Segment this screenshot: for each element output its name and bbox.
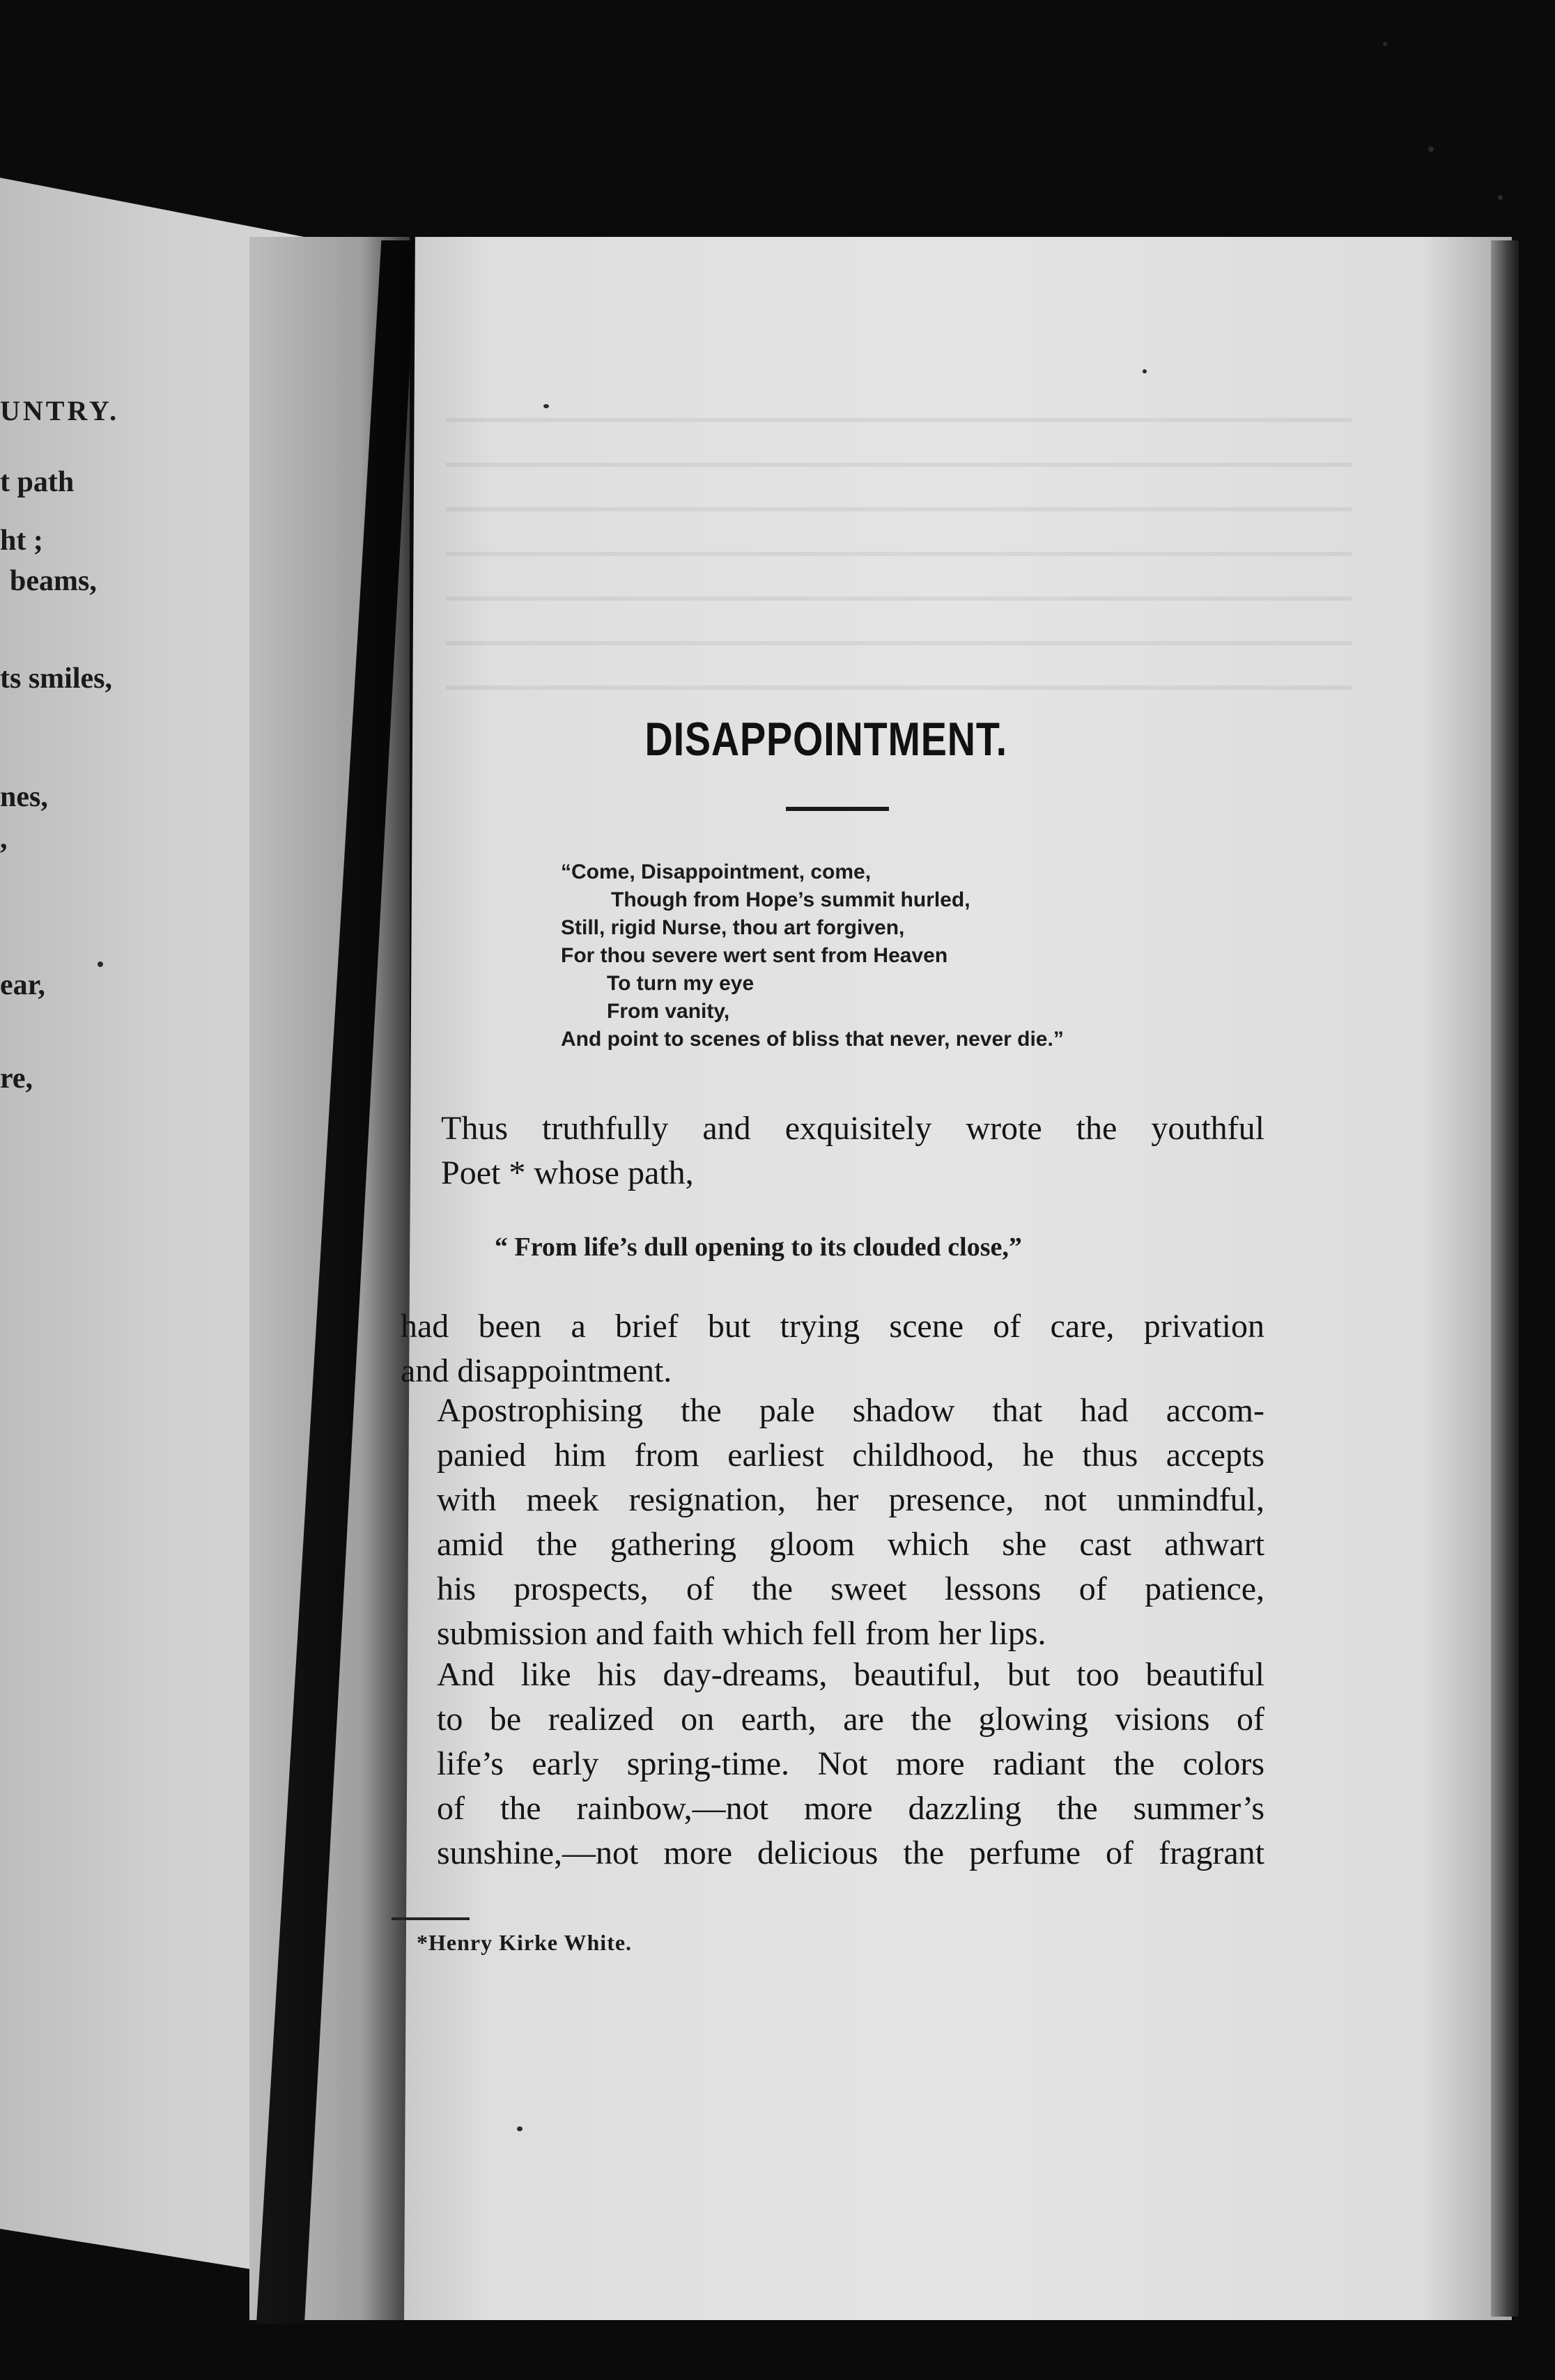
text-line: of the rainbow,—not more dazzling the summer’s [437,1790,1264,1827]
paragraph-3 [401,1389,1264,1656]
footnote: *Henry Kirke White. [417,1930,633,1955]
left-line-fragment: ear, [0,969,45,1001]
epigraph-line: For thou severe wert sent from Heaven [561,944,948,967]
scan-speck [1498,195,1503,200]
epigraph-line: Though from Hope’s summit hurled, [611,888,970,911]
left-line-fragment: beams, [10,565,97,597]
scan-speck [517,2126,523,2131]
left-line-fragment: t path [0,466,75,498]
scan-speck [1428,146,1434,152]
left-line-fragment: nes, [0,781,48,813]
epigraph-line: “Come, Disappointment, come, [561,860,872,883]
text-line: had been a brief but trying scene of care, privation [401,1308,1264,1345]
text-line: his prospects, of the sweet lessons of patience, [437,1570,1264,1607]
epigraph-line: To turn my eye [607,972,755,995]
text-line: Poet * whose path, [441,1154,694,1191]
text-line: life’s early spring-time. Not more radiant the colors [437,1745,1264,1782]
scan-speck [98,961,103,967]
text-line: Apostrophising the pale shadow that had accom- [437,1392,1264,1429]
show-through-bleed [446,418,1352,711]
left-line-fragment: ht ; [0,525,43,557]
chapter-title: DISAPPOINTMENT. [644,713,1007,766]
text-line: and disappointment. [401,1352,672,1389]
inline-quote: “ From life’s dull opening to its clouded close,” [495,1232,1022,1262]
epigraph-line: And point to scenes of bliss that never, never die.” [561,1028,1064,1051]
epigraph [561,858,1258,1053]
left-running-head: UNTRY. [0,395,120,426]
text-line: submission and faith which fell from her lips. [437,1615,1046,1652]
epigraph-line: Still, rigid Nurse, thou art forgiven, [561,916,905,939]
text-line: amid the gathering gloom which she cast athwart [437,1526,1264,1563]
left-line-fragment: ts smiles, [0,663,112,695]
left-line-fragment: re, [0,1062,33,1095]
text-line: Thus truthfully and exquisitely wrote the youthful [441,1110,1264,1147]
left-line-fragment: , [0,823,8,855]
paragraph-4 [401,1653,1264,1876]
text-line: And like his day-dreams, beautiful, but too beautiful [437,1656,1264,1693]
epigraph-line: From vanity, [607,1000,730,1023]
paragraph-2 [401,1304,1264,1393]
page-edge [1491,240,1519,2317]
title-rule [786,807,889,811]
scan-speck [1143,369,1147,373]
text-line: to be realized on earth, are the glowing visions of [437,1701,1264,1738]
text-line: panied him from earliest childhood, he thus accepts [437,1437,1264,1474]
scan-speck [1383,42,1387,46]
scan-speck [543,404,549,408]
text-line: with meek resignation, her presence, not unmindful, [437,1481,1264,1518]
footnote-rule [392,1917,470,1920]
text-line: sunshine,—not more delicious the perfume of fragrant [437,1834,1264,1871]
paragraph-1 [401,1106,1264,1196]
